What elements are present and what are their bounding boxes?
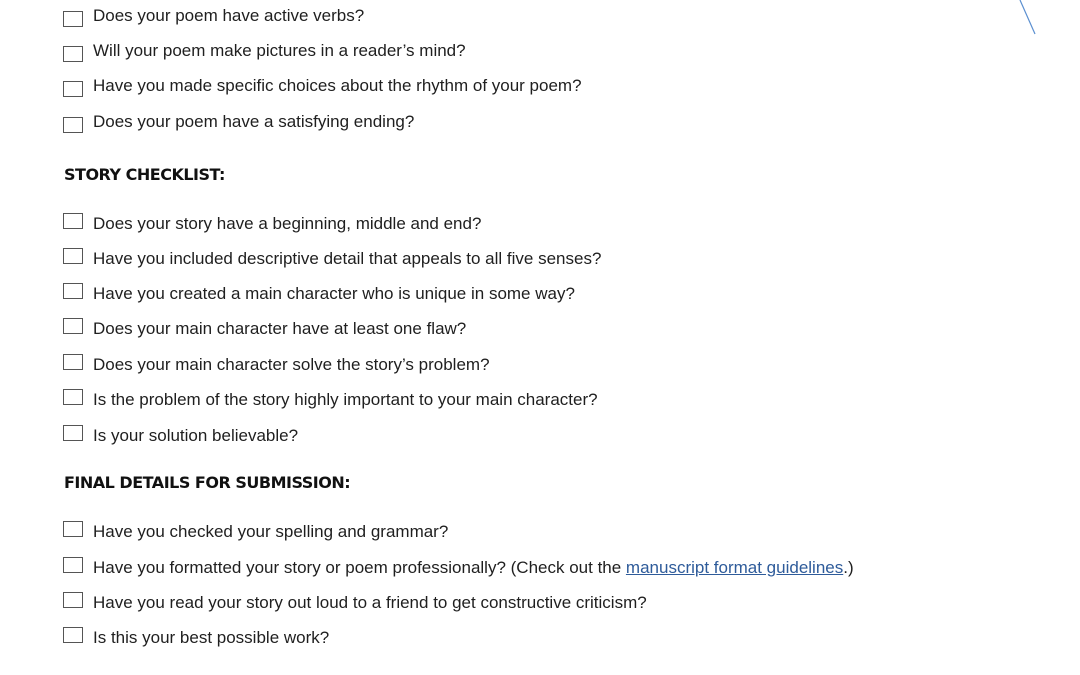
final-checklist-item[interactable] xyxy=(63,521,448,543)
checkbox[interactable] xyxy=(63,283,83,299)
checklist-item-label: Is this your best possible work? xyxy=(93,628,330,647)
final-details-heading: FINAL DETAILS FOR SUBMISSION: xyxy=(64,473,351,492)
final-checklist-item[interactable] xyxy=(63,557,854,579)
checkbox[interactable] xyxy=(63,117,83,133)
checklist-item-label: Does your poem have a satisfying ending? xyxy=(93,112,415,131)
checklist-item-label: Does your story have a beginning, middle and end? xyxy=(93,214,482,233)
checkbox[interactable] xyxy=(63,627,83,643)
story-checklist-item[interactable] xyxy=(63,248,601,270)
poem-checklist-item[interactable] xyxy=(63,111,414,133)
final-checklist-item[interactable] xyxy=(63,627,329,649)
label-text-before-link: Have you formatted your story or poem professionally? (Check out the xyxy=(93,558,626,577)
checklist-item-label: Have you made specific choices about the rhythm of your poem? xyxy=(93,76,582,95)
label-text-after-link: .) xyxy=(843,558,854,577)
checkbox[interactable] xyxy=(63,81,83,97)
poem-checklist-item[interactable] xyxy=(63,5,364,27)
checklist-item-label: Does your main character solve the story’s problem? xyxy=(93,355,490,374)
checkbox[interactable] xyxy=(63,521,83,537)
final-checklist-item[interactable] xyxy=(63,592,647,614)
checkbox[interactable] xyxy=(63,213,83,229)
checklist-item-label: Have you created a main character who is unique in some way? xyxy=(93,284,575,303)
checklist-item-label: Does your poem have active verbs? xyxy=(93,6,365,25)
checklist-item-label: Is your solution believable? xyxy=(93,426,299,445)
checklist-item-label: Will your poem make pictures in a reader’s mind? xyxy=(93,41,466,60)
checkbox[interactable] xyxy=(63,389,83,405)
checklist-item-label xyxy=(93,557,854,579)
checkbox[interactable] xyxy=(63,248,83,264)
story-checklist-item[interactable] xyxy=(63,283,575,305)
checkbox[interactable] xyxy=(63,557,83,573)
checklist-item-label: Have you checked your spelling and grammar? xyxy=(93,522,449,541)
decorative-line xyxy=(1018,0,1038,36)
story-checklist-item[interactable] xyxy=(63,389,598,411)
checkbox[interactable] xyxy=(63,46,83,62)
manuscript-format-guidelines-link[interactable]: manuscript format guidelines xyxy=(625,558,844,577)
checklist-item-label: Is the problem of the story highly important to your main character? xyxy=(93,390,598,409)
checkbox[interactable] xyxy=(63,354,83,370)
checkbox[interactable] xyxy=(63,318,83,334)
checklist-item-label: Have you included descriptive detail that appeals to all five senses? xyxy=(93,249,602,268)
checklist-item-label: Does your main character have at least one flaw? xyxy=(93,319,467,338)
checkbox[interactable] xyxy=(63,11,83,27)
story-checklist-item[interactable] xyxy=(63,354,490,376)
story-checklist-item[interactable] xyxy=(63,213,481,235)
story-checklist-item[interactable] xyxy=(63,425,298,447)
story-checklist-heading: STORY CHECKLIST: xyxy=(64,165,225,184)
story-checklist-item[interactable] xyxy=(63,318,466,340)
checkbox[interactable] xyxy=(63,425,83,441)
checkbox[interactable] xyxy=(63,592,83,608)
checklist-item-label: Have you read your story out loud to a friend to get constructive criticism? xyxy=(93,593,647,612)
poem-checklist-item[interactable] xyxy=(63,75,582,97)
poem-checklist-item[interactable] xyxy=(63,40,466,62)
